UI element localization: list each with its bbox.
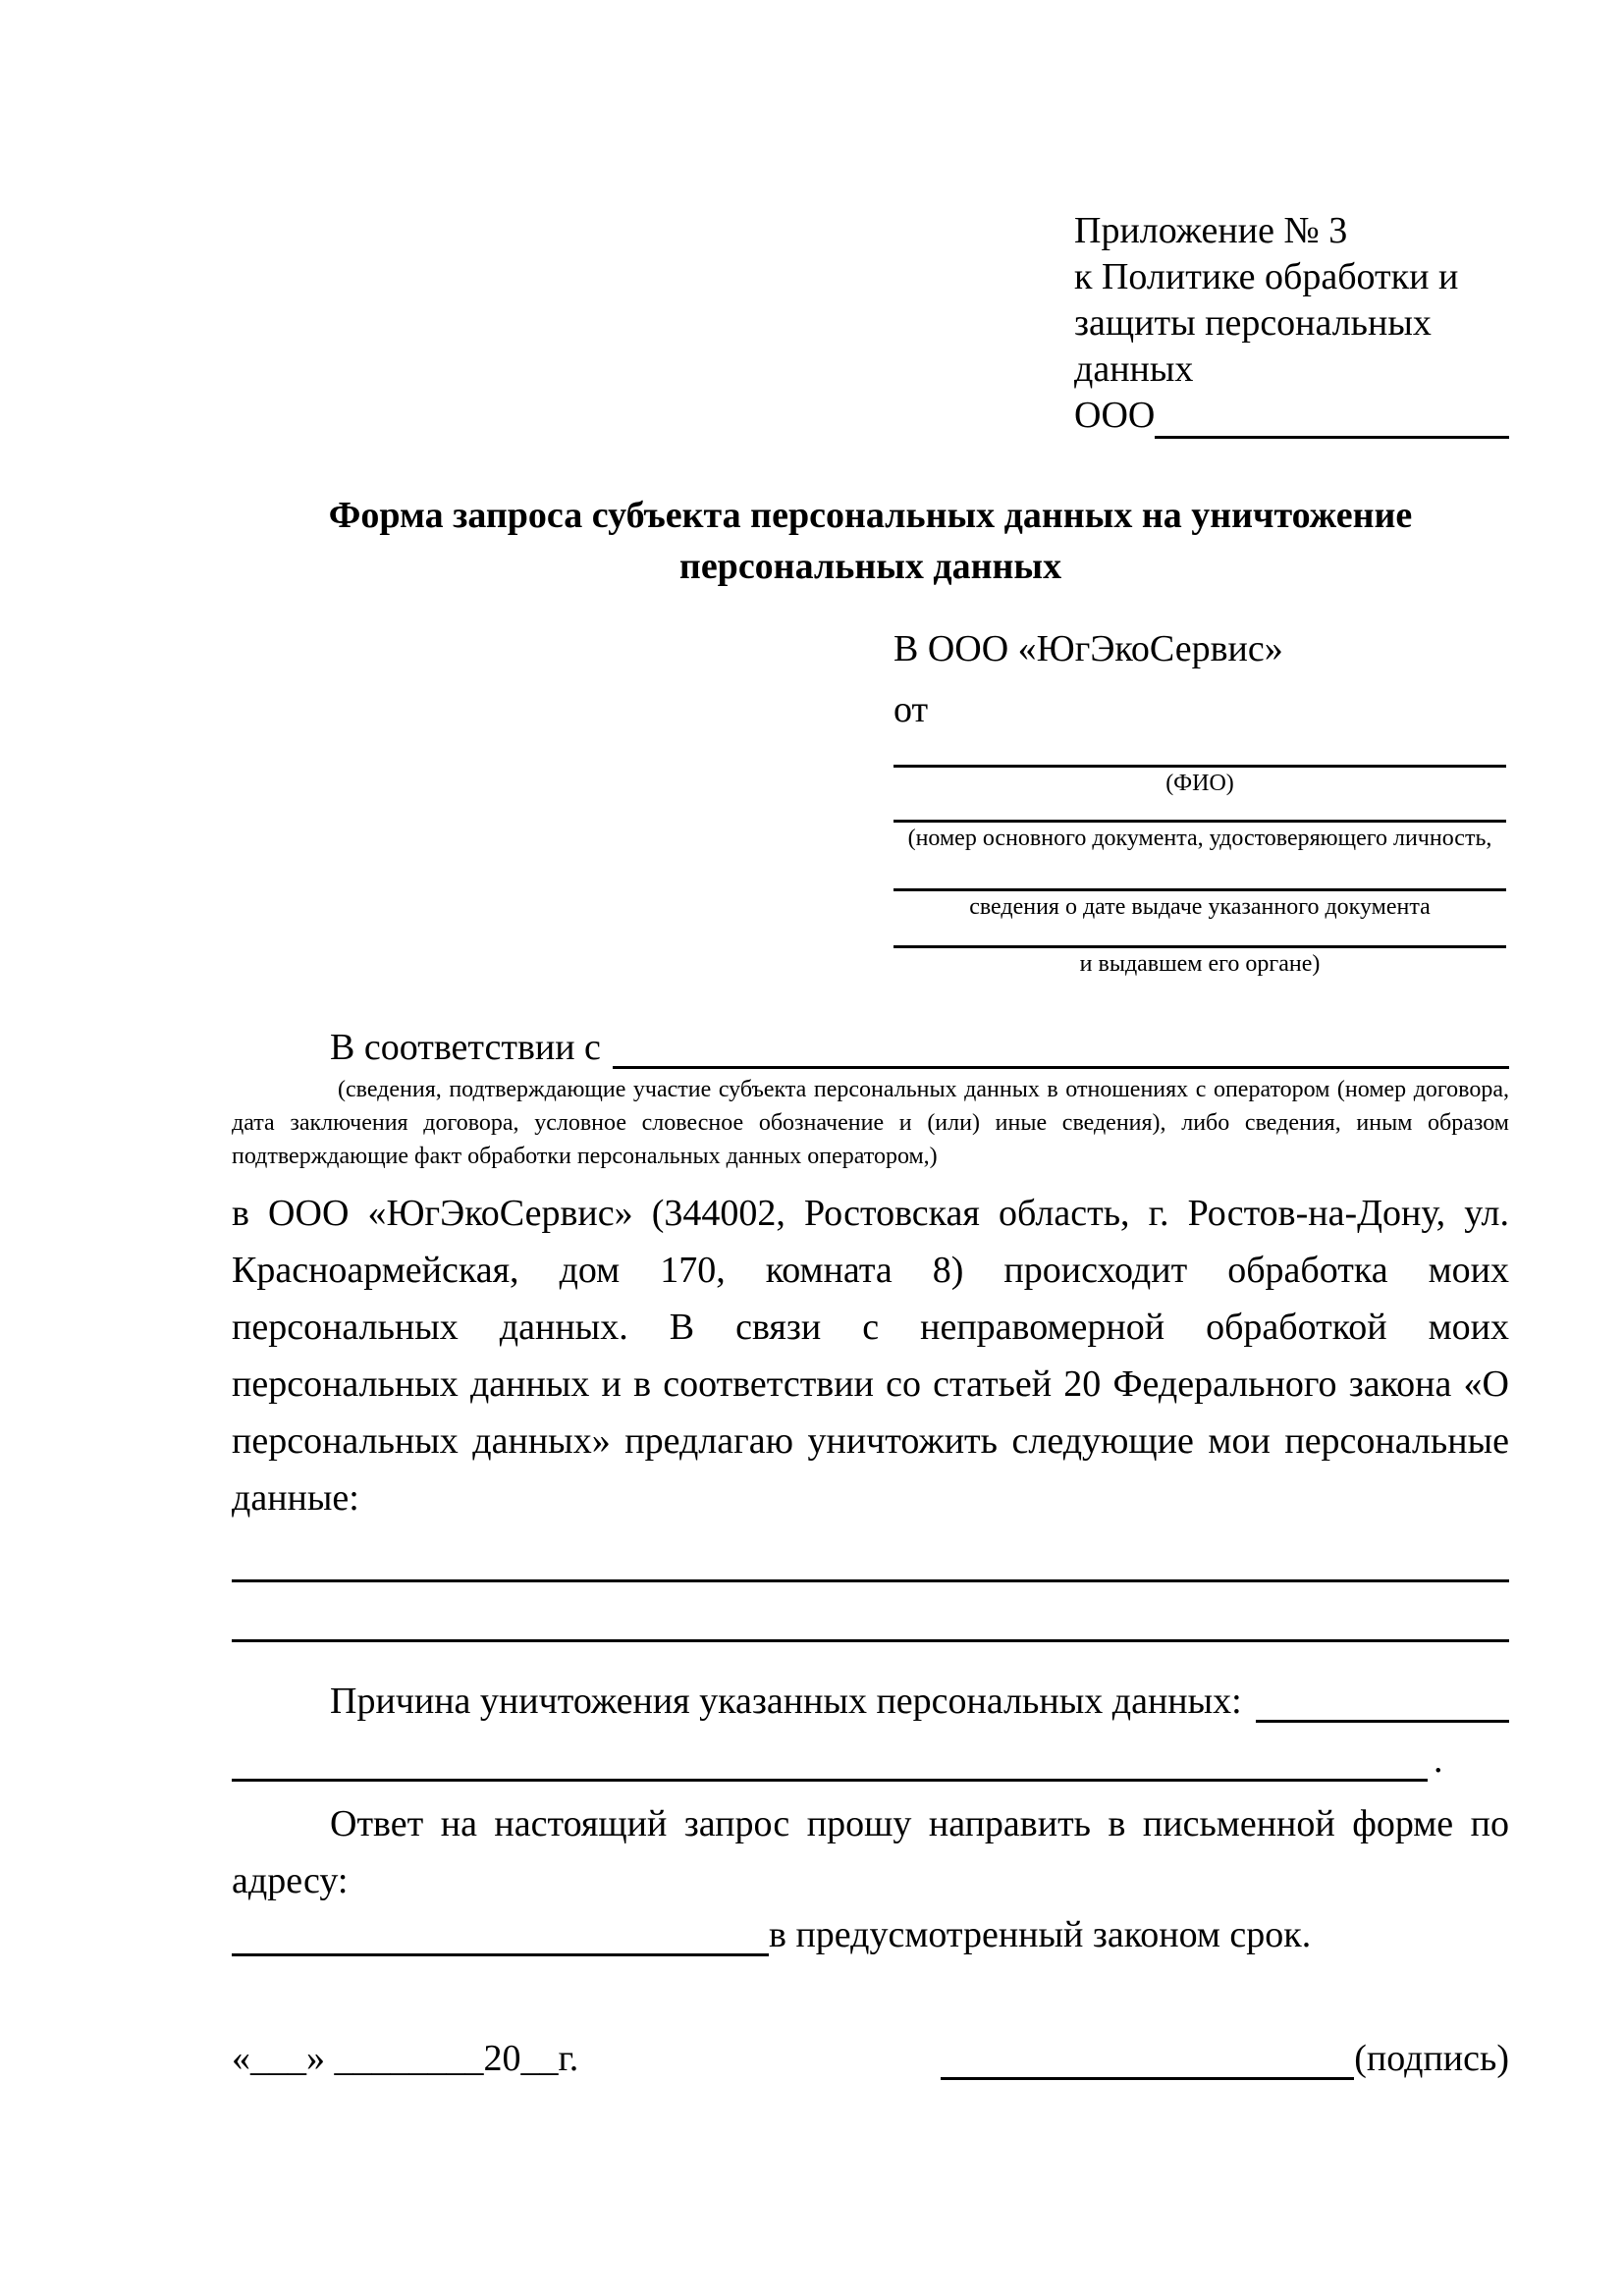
issue-date-field <box>893 888 1506 920</box>
accordance-lead: В соответствии с <box>330 1027 601 1068</box>
company-prefix: ООО <box>1074 395 1156 436</box>
answer-address-row <box>232 1913 1509 1956</box>
appendix-policy-line: к Политике обработки и <box>1074 256 1459 297</box>
signature-group <box>941 2037 1509 2080</box>
document-number-caption: (номер основного документа, удостоверяющего личность, <box>907 826 1492 851</box>
addressee-block <box>893 627 1506 977</box>
reason-continuation-row <box>232 1738 1509 1782</box>
issuing-authority-fill-line <box>893 945 1506 948</box>
accordance-fill-line <box>613 1030 1509 1069</box>
reason-label: Причина уничтожения указанных персональных данных: <box>330 1681 1242 1722</box>
signature-fill-line <box>941 2041 1354 2080</box>
document-number-fill-line <box>893 820 1506 823</box>
reason-row <box>232 1680 1509 1723</box>
signature-row <box>232 2037 1509 2080</box>
issue-date-caption: сведения о дате выдаче указанного документа <box>969 894 1431 920</box>
addressee-from-label: от <box>893 689 929 730</box>
issuing-authority-field <box>893 945 1506 977</box>
fio-field <box>893 765 1506 796</box>
issuing-authority-caption: и выдавшем его органе) <box>1079 951 1321 977</box>
reason-fill-line <box>1256 1683 1509 1723</box>
company-name-row <box>1074 393 1509 439</box>
appendix-policy-line2: защиты персональных данных <box>1074 302 1432 390</box>
answer-tail: в предусмотренный законом срок. <box>769 1914 1312 1955</box>
form-title: Форма запроса субъекта персональных данных на уничтожение персональных данных <box>328 495 1413 587</box>
issue-date-fill-line <box>893 888 1506 891</box>
personal-data-fill-line-1 <box>232 1579 1509 1582</box>
date-line: «___» ________20__г. <box>232 2038 579 2079</box>
answer-paragraph: Ответ на настоящий запрос прошу направить в письменной форме по адресу: <box>232 1803 1509 1901</box>
address-fill-line <box>232 1917 769 1956</box>
accordance-note: (сведения, подтверждающие участие субъекта персональных данных в отношениях с оператором (номер договора, дата заключения договора, условное словесное обозначение и (или) иные сведения), либо сведения, иным образом подтверждающие факт обработки персональных данных оператором,) <box>232 1077 1509 1169</box>
fio-fill-line <box>893 765 1506 768</box>
document-number-field <box>893 820 1506 851</box>
fio-caption: (ФИО) <box>1165 771 1234 796</box>
signature-caption: (подпись) <box>1354 2038 1509 2079</box>
appendix-header <box>1074 208 1509 439</box>
company-name-fill-line <box>1155 400 1509 439</box>
accordance-row <box>232 1026 1509 1069</box>
personal-data-fill-line-2 <box>232 1639 1509 1642</box>
reason-fill-line-2 <box>232 1742 1428 1782</box>
reason-period: . <box>1434 1739 1443 1781</box>
addressee-to: В ООО «ЮгЭкоСервис» <box>893 628 1283 669</box>
appendix-number: Приложение № 3 <box>1074 210 1348 251</box>
body-paragraph: в ООО «ЮгЭкоСервис» (344002, Ростовская область, г. Ростов-на-Дону, ул. Красноармейская, дом 170, комната 8) происходит обработка моих персональных данных. В связи с неправомерной обработкой моих персональных данных и в соответствии со статьей 20 Федерального закона «О персональных данных» предлагаю уничтожить следующие мои персональные данные: <box>232 1193 1509 1519</box>
document-content <box>232 208 1509 2080</box>
